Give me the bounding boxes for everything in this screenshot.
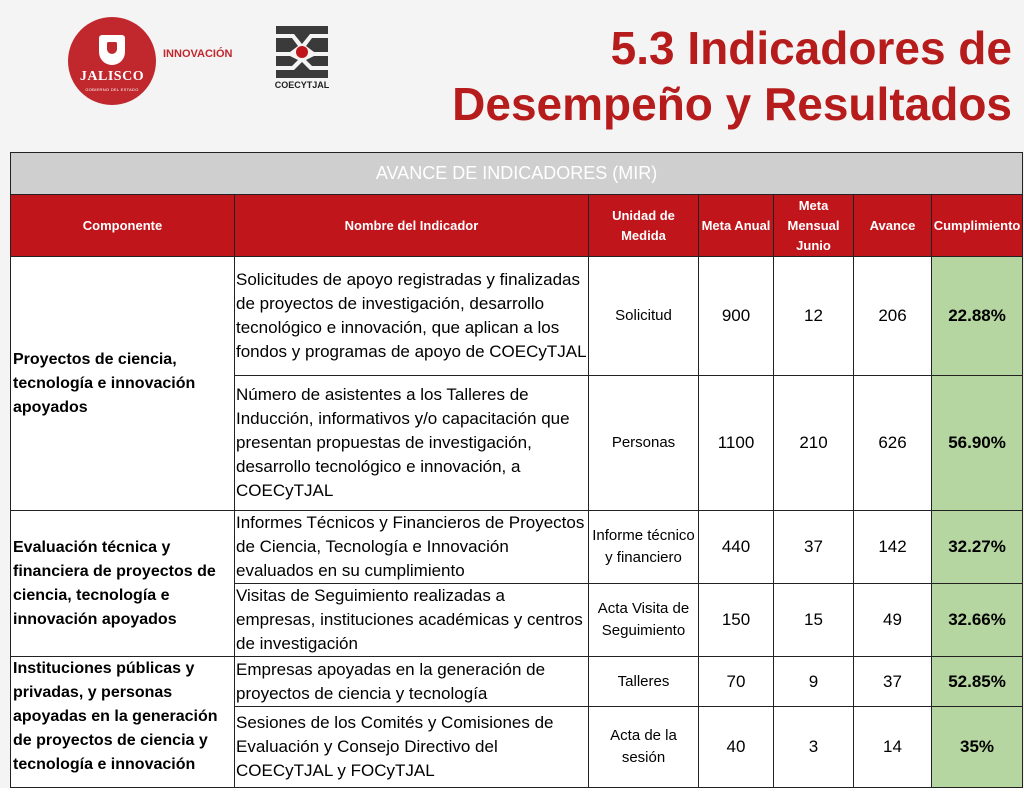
coecytjal-logo-icon (276, 26, 328, 78)
unit-cell: Acta Visita de Seguimiento (589, 584, 699, 657)
jalisco-logo-text: JALISCO (79, 69, 145, 84)
unit-cell: Acta de la sesión (589, 707, 699, 788)
cumplimiento-cell: 32.66% (932, 584, 1023, 657)
meta-mensual-cell: 12 (774, 257, 854, 376)
meta-mensual-cell: 210 (774, 376, 854, 511)
cumplimiento-cell: 52.85% (932, 657, 1023, 707)
cumplimiento-cell: 35% (932, 707, 1023, 788)
table-title: AVANCE DE INDICADORES (MIR) (11, 153, 1023, 195)
page-title (452, 20, 1012, 132)
header-meta-mensual: Meta Mensual Junio (774, 195, 854, 257)
meta-mensual-cell: 15 (774, 584, 854, 657)
header-componente: Componente (11, 195, 235, 257)
avance-cell: 206 (854, 257, 932, 376)
indicator-name-cell: Visitas de Seguimiento realizadas a empresas, instituciones académicas y centros de investigación (235, 584, 589, 657)
avance-cell: 37 (854, 657, 932, 707)
jalisco-logo (68, 17, 156, 105)
meta-mensual-cell: 3 (774, 707, 854, 788)
jalisco-crest-icon (99, 35, 125, 65)
slide-header (0, 0, 1024, 150)
avance-cell: 14 (854, 707, 932, 788)
indicadores-table (10, 152, 1023, 788)
avance-cell: 626 (854, 376, 932, 511)
innovacion-logo-text: INNOVACIÓN (163, 48, 233, 60)
table-row (11, 257, 1023, 376)
component-cell: Proyectos de ciencia, tecnología e innovación apoyados (11, 257, 235, 511)
page-title-line-1: 5.3 Indicadores de (610, 22, 1012, 74)
page-title-line-2: Desempeño y Resultados (452, 78, 1012, 130)
avance-cell: 142 (854, 511, 932, 584)
meta-anual-cell: 150 (699, 584, 774, 657)
unit-cell: Talleres (589, 657, 699, 707)
coecytjal-logo-text: COECYTJAL (274, 80, 330, 90)
header-unidad-medida: Unidad de Medida (589, 195, 699, 257)
meta-mensual-cell: 37 (774, 511, 854, 584)
table-row (11, 511, 1023, 584)
component-cell: Evaluación técnica y financiera de proyectos de ciencia, tecnología e innovación apoyados (11, 511, 235, 657)
header-cumplimiento: Cumplimiento (932, 195, 1023, 257)
indicator-name-cell: Empresas apoyadas en la generación de proyectos de ciencia y tecnología (235, 657, 589, 707)
unit-cell: Personas (589, 376, 699, 511)
header-avance: Avance (854, 195, 932, 257)
cumplimiento-cell: 22.88% (932, 257, 1023, 376)
indicator-name-cell: Informes Técnicos y Financieros de Proyectos de Ciencia, Tecnología e Innovación evaluados en su cumplimiento (235, 511, 589, 584)
indicator-name-cell: Número de asistentes a los Talleres de Inducción, informativos y/o capacitación que presentan propuestas de investigación, desarrollo tecnológico e innovación, a COECyTJAL (235, 376, 589, 511)
meta-anual-cell: 440 (699, 511, 774, 584)
unit-cell: Informe técnico y financiero (589, 511, 699, 584)
meta-anual-cell: 40 (699, 707, 774, 788)
unit-cell: Solicitud (589, 257, 699, 376)
cumplimiento-cell: 32.27% (932, 511, 1023, 584)
meta-mensual-cell: 9 (774, 657, 854, 707)
jalisco-logo-subtext: GOBIERNO DEL ESTADO (85, 87, 139, 92)
table-row (11, 657, 1023, 707)
indicator-name-cell: Solicitudes de apoyo registradas y finalizadas de proyectos de investigación, desarrollo tecnológico e innovación, que aplican a los fondos y programas de apoyo de COECyTJAL (235, 257, 589, 376)
header-meta-anual: Meta Anual (699, 195, 774, 257)
meta-anual-cell: 70 (699, 657, 774, 707)
avance-cell: 49 (854, 584, 932, 657)
table-header-row (11, 195, 1023, 257)
indicator-name-cell: Sesiones de los Comités y Comisiones de Evaluación y Consejo Directivo del COECyTJAL y FOCyTJAL (235, 707, 589, 788)
header-nombre-indicador: Nombre del Indicador (235, 195, 589, 257)
meta-anual-cell: 900 (699, 257, 774, 376)
component-cell: Instituciones públicas y privadas, y personas apoyadas en la generación de proyectos de ciencia y tecnología e innovación (11, 657, 235, 788)
meta-anual-cell: 1100 (699, 376, 774, 511)
cumplimiento-cell: 56.90% (932, 376, 1023, 511)
